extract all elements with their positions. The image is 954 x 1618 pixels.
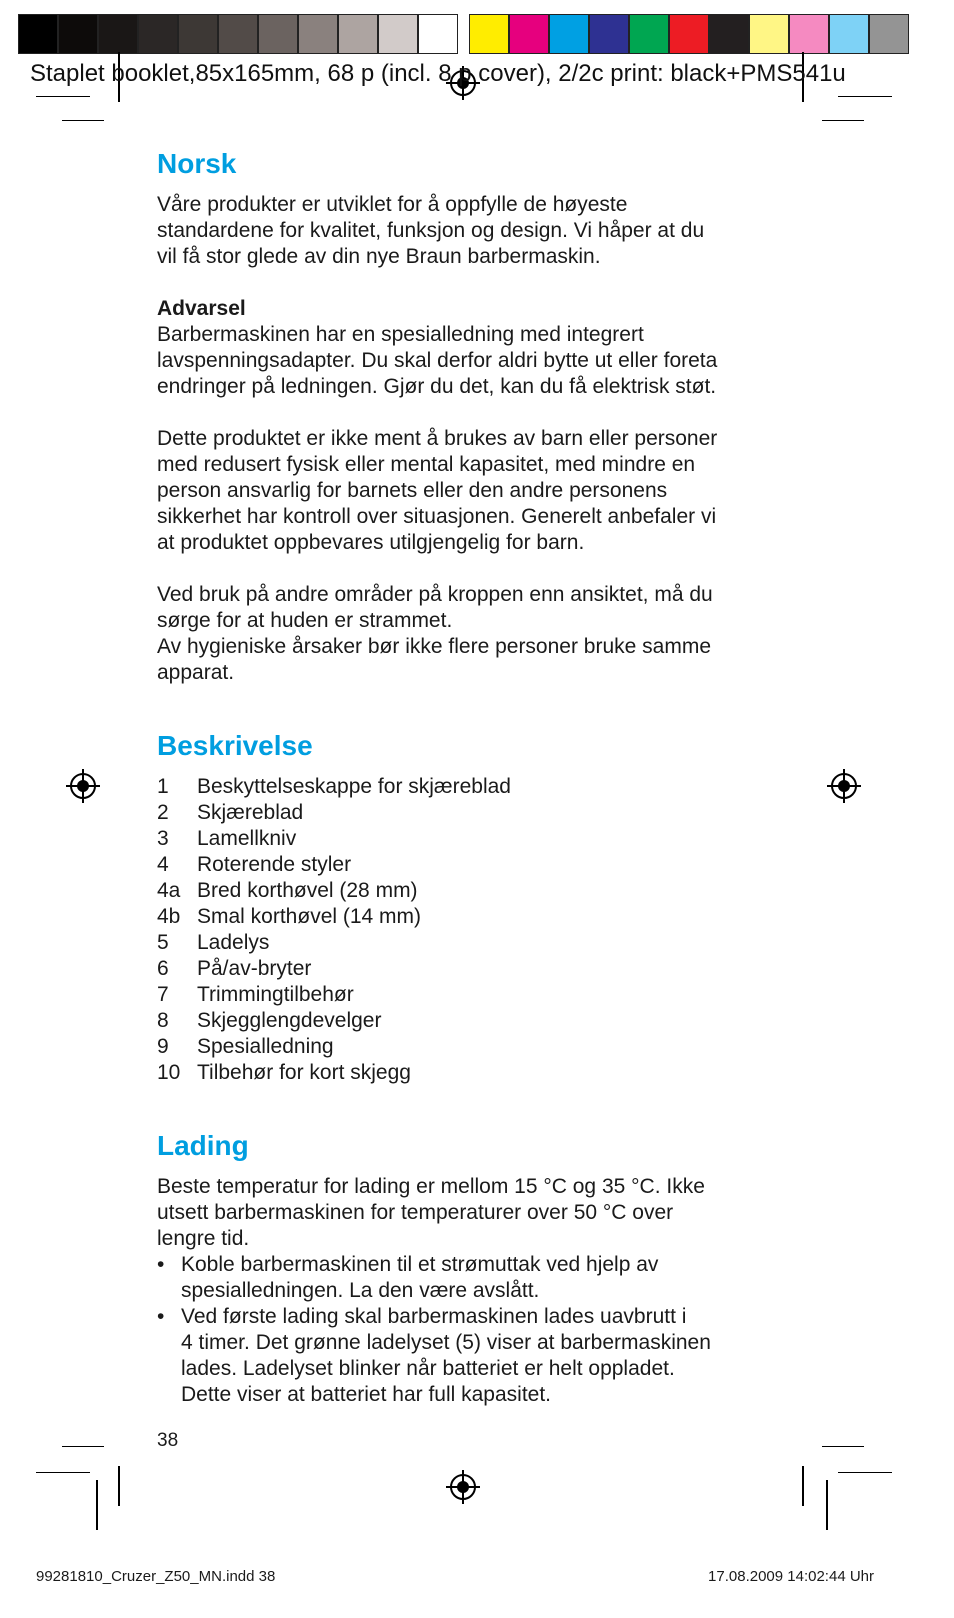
list-item xyxy=(157,956,797,982)
gray-step-swatch xyxy=(98,14,138,54)
section-heading-beskrivelse: Beskrivelse xyxy=(157,730,313,761)
list-item-label: Skjæreblad xyxy=(197,801,304,824)
process-color-swatch xyxy=(789,14,829,54)
list-item-number: 1 xyxy=(157,775,169,798)
process-color-swatch xyxy=(509,14,549,54)
bullet-item xyxy=(157,1304,797,1408)
list-item xyxy=(157,904,797,930)
process-color-swatch xyxy=(829,14,869,54)
warning-heading: Advarsel xyxy=(157,297,246,320)
list-item-number: 4a xyxy=(157,879,181,902)
list-item xyxy=(157,878,797,904)
gray-step-swatch xyxy=(18,14,58,54)
gray-step-swatch xyxy=(418,14,458,54)
bullet-dot-icon: • xyxy=(157,1305,165,1328)
list-item xyxy=(157,826,797,852)
list-item xyxy=(157,930,797,956)
list-item xyxy=(157,1008,797,1034)
page-number: 38 xyxy=(157,1430,179,1451)
list-item-label: Skjegglengdevelger xyxy=(197,1009,382,1032)
process-color-swatch xyxy=(589,14,629,54)
list-item-label: Tilbehør for kort skjegg xyxy=(197,1061,411,1084)
bullet-text-line: lades. Ladelyset blinker når batteriet er helt oppladet. xyxy=(181,1357,675,1380)
list-item-label: Ladelys xyxy=(197,931,270,954)
list-item xyxy=(157,1034,797,1060)
intro-paragraph: Våre produkter er utviklet for å oppfylle de høyeste standardene for kvalitet, funksjon og design. Vi håper at du vil få stor glede av din nye Braun barbermaskin. xyxy=(157,193,705,268)
page-content xyxy=(157,148,797,1408)
footer-filename: 99281810_Cruzer_Z50_MN.indd 38 xyxy=(36,1568,276,1585)
list-item-number: 4b xyxy=(157,905,181,928)
process-color-swatch xyxy=(709,14,749,54)
gray-step-swatch xyxy=(138,14,178,54)
list-item-number: 3 xyxy=(157,827,169,850)
gray-step-swatch xyxy=(218,14,258,54)
gray-step-swatch xyxy=(338,14,378,54)
bullet-item xyxy=(157,1252,797,1304)
list-item-label: Beskyttelseskappe for skjæreblad xyxy=(197,775,511,798)
usage-paragraph: Ved bruk på andre områder på kroppen enn ansiktet, må du sørge for at huden er strammet. Av hygieniske årsaker bør ikke flere personer bruke samme apparat. xyxy=(157,583,713,684)
registration-mark-icon xyxy=(66,769,100,803)
section-heading-lading: Lading xyxy=(157,1130,249,1161)
list-item-label: På/av-bryter xyxy=(197,957,312,980)
list-item-number: 5 xyxy=(157,931,169,954)
gray-step-swatch xyxy=(258,14,298,54)
process-color-swatch xyxy=(869,14,909,54)
list-item-label: Bred korthøvel (28 mm) xyxy=(197,879,418,902)
bullet-text-line: Koble barbermaskinen til et strømuttak ved hjelp av xyxy=(181,1253,659,1276)
gray-step-swatch xyxy=(378,14,418,54)
warning-paragraph: Barbermaskinen har en spesialledning med integrert lavspenningsadapter. Du skal derfor aldri bytte ut eller foreta endringer på ledningen. Gjør du det, kan du få elektrisk støt. xyxy=(157,323,718,398)
bullet-dot-icon: • xyxy=(157,1253,165,1276)
list-item-number: 2 xyxy=(157,801,169,824)
list-item xyxy=(157,1060,797,1086)
bullet-text-line: 4 timer. Det grønne ladelyset (5) viser at barbermaskinen xyxy=(181,1331,711,1354)
bullet-text-line: spesialledningen. La den være avslått. xyxy=(181,1279,540,1302)
parts-list xyxy=(157,774,797,1086)
list-item xyxy=(157,800,797,826)
children-paragraph: Dette produktet er ikke ment å brukes av barn eller personer med redusert fysisk eller mental kapasitet, med mindre en person ansvarlig for barnets eller den andre personens sikkerhet har kontroll over situasjonen. Generelt anbefaler vi at produktet oppbevares utilgjengelig for barn. xyxy=(157,427,718,554)
process-color-swatch xyxy=(469,14,509,54)
list-item-label: Lamellkniv xyxy=(197,827,297,850)
list-item-number: 9 xyxy=(157,1035,169,1058)
footer-timestamp: 17.08.2009 14:02:44 Uhr xyxy=(708,1568,874,1585)
bullet-text-line: Dette viser at batteriet har full kapasitet. xyxy=(181,1383,552,1406)
print-spec-header: Staplet booklet,85x165mm, 68 p (incl. 8 p cover), 2/2c print: black+PMS541u xyxy=(30,60,846,87)
list-item-number: 8 xyxy=(157,1009,169,1032)
list-item-number: 10 xyxy=(157,1061,181,1084)
registration-mark-icon xyxy=(827,769,861,803)
list-item-label: Smal korthøvel (14 mm) xyxy=(197,905,422,928)
charging-bullets xyxy=(157,1252,797,1408)
list-item-label: Roterende styler xyxy=(197,853,352,876)
list-item-label: Trimmingtilbehør xyxy=(197,983,354,1006)
registration-mark-icon xyxy=(446,1470,480,1504)
list-item xyxy=(157,982,797,1008)
list-item-number: 7 xyxy=(157,983,169,1006)
section-heading-norsk: Norsk xyxy=(157,148,237,179)
list-item xyxy=(157,774,797,800)
charging-intro-paragraph: Beste temperatur for lading er mellom 15 °C og 35 °C. Ikke utsett barbermaskinen for temperaturer over 50 °C over lengre tid. xyxy=(157,1175,705,1250)
process-color-swatch xyxy=(669,14,709,54)
gray-step-swatch xyxy=(178,14,218,54)
list-item xyxy=(157,852,797,878)
list-item-number: 6 xyxy=(157,957,169,980)
process-color-swatch xyxy=(749,14,789,54)
process-color-swatch xyxy=(629,14,669,54)
process-color-swatch xyxy=(549,14,589,54)
gray-step-swatch xyxy=(298,14,338,54)
list-item-number: 4 xyxy=(157,853,169,876)
gray-step-swatch xyxy=(58,14,98,54)
list-item-label: Spesialledning xyxy=(197,1035,334,1058)
bullet-text-line: Ved første lading skal barbermaskinen lades uavbrutt i xyxy=(181,1305,687,1328)
